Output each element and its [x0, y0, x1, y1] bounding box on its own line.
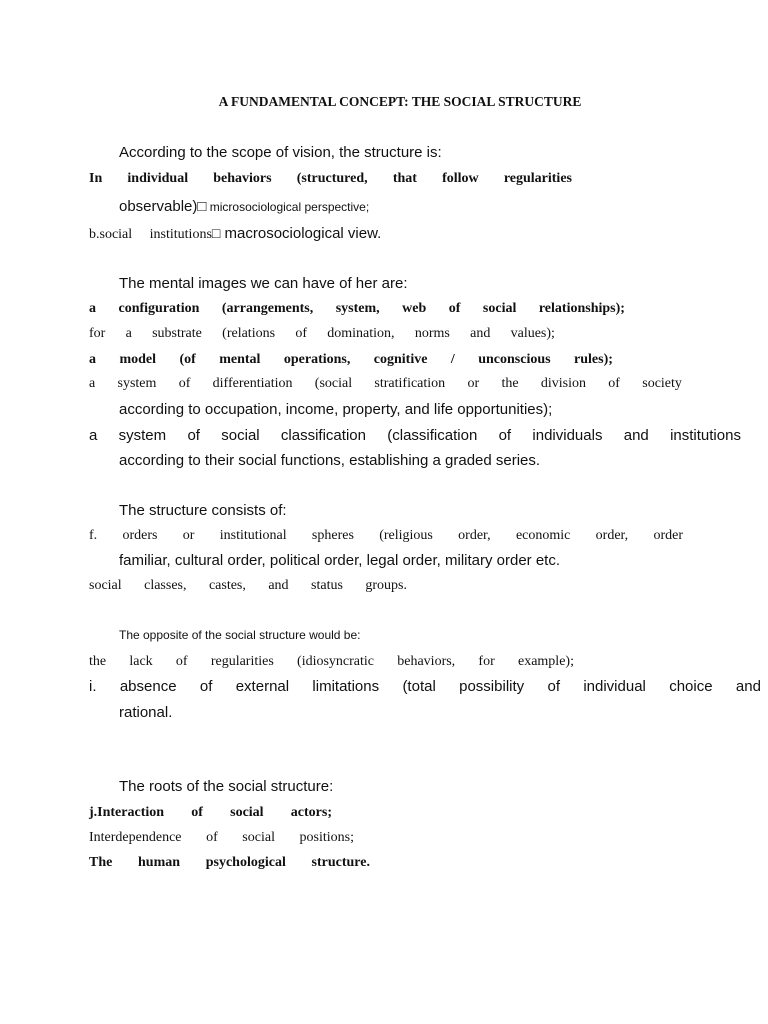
word: the [89, 654, 107, 669]
consists-item-f-line1 [89, 528, 683, 544]
word: psychological [205, 855, 286, 870]
word: follow [442, 171, 479, 186]
word: model [119, 352, 156, 367]
word: j.Interaction [89, 805, 165, 820]
word: of [295, 326, 307, 341]
word: mental [219, 352, 261, 367]
word: and [268, 578, 289, 593]
word: a [125, 326, 132, 341]
images-item-4-line1 [89, 376, 682, 392]
word: of [175, 654, 188, 669]
word: economic [515, 528, 571, 543]
consists-item-f-line2: familiar, cultural order, political order, legal order, military order etc. [119, 552, 561, 569]
word: that [392, 171, 417, 186]
word: a [89, 427, 98, 444]
word: for [478, 654, 495, 669]
word: (of [179, 352, 196, 367]
word: or [182, 528, 195, 543]
word: (arrangements, [221, 301, 314, 316]
word: of [187, 427, 200, 444]
word: (relations [222, 326, 276, 341]
word: order, [595, 528, 629, 543]
word: of [547, 678, 560, 695]
word: unconscious [478, 352, 551, 367]
word: system [117, 376, 157, 391]
word: web [402, 301, 427, 316]
word: external [235, 678, 290, 695]
word: of [199, 678, 213, 695]
images-item-4-line2: according to occupation, income, property, and life opportunities); [119, 401, 553, 418]
page-title: A FUNDAMENTAL CONCEPT: THE SOCIAL STRUCTURE [218, 94, 582, 109]
images-item-5-line2: according to their social functions, establishing a graded series. [119, 452, 541, 469]
word: and [623, 427, 649, 444]
word: (social [314, 376, 353, 391]
word: of [191, 805, 203, 820]
scope-item-b-main: b.social institutions□ [89, 227, 221, 242]
word: social [482, 301, 517, 316]
word: individual [127, 171, 189, 186]
word: norms [414, 326, 450, 341]
word: actors; [290, 805, 332, 820]
scope-item-a-line1 [89, 171, 572, 187]
word: differentiation [212, 376, 293, 391]
word: / [450, 352, 455, 367]
word: (religious [379, 528, 433, 543]
word: groups. [365, 578, 407, 593]
section-scope-heading: According to the scope of vision, the structure is: [119, 144, 442, 161]
consists-item-g [89, 578, 407, 594]
word: status [311, 578, 343, 593]
word: individuals [532, 427, 603, 444]
word: classification [280, 427, 366, 444]
word: f. [89, 528, 98, 543]
word: order, [458, 528, 491, 543]
word: of [608, 376, 620, 391]
word: possibility [459, 678, 525, 695]
word: for [89, 326, 106, 341]
word: (structured, [296, 171, 368, 186]
word: behaviors [213, 171, 272, 186]
roots-item-j [89, 805, 332, 821]
word: stratification [374, 376, 446, 391]
word: of [498, 427, 512, 444]
word: values); [510, 326, 555, 341]
word: system, [335, 301, 380, 316]
section-images-heading: The mental images we can have of her are: [119, 275, 408, 292]
word: social [242, 830, 275, 845]
roots-item-l [89, 855, 370, 871]
word: regularities [503, 171, 572, 186]
images-item-2 [89, 326, 555, 342]
word: positions; [299, 830, 354, 845]
word: and [735, 678, 761, 695]
word: social [230, 805, 264, 820]
images-item-5-line1 [89, 427, 741, 444]
word: lack [129, 654, 153, 669]
word: limitations [312, 678, 380, 695]
word: system [118, 427, 167, 444]
scope-item-b-tail: macrosociological view. [220, 225, 382, 242]
scope-item-a-line2 [119, 198, 369, 215]
word: The [89, 855, 113, 870]
word: (classification [387, 427, 478, 444]
word: a [89, 301, 96, 316]
opposite-item-h [89, 654, 574, 670]
word: configuration [118, 301, 200, 316]
word: spheres [311, 528, 354, 543]
opposite-item-i-line2: rational. [119, 704, 173, 721]
word: (idiosyncratic [297, 654, 375, 669]
word: institutional [219, 528, 287, 543]
word: operations, [283, 352, 351, 367]
scope-item-a-line2-main: observable)□ [119, 198, 207, 215]
word: cognitive [373, 352, 428, 367]
word: relationships); [538, 301, 625, 316]
word: institutions [670, 427, 741, 444]
roots-item-k [89, 830, 354, 846]
word: i. [89, 678, 97, 695]
word: example); [517, 654, 574, 669]
word: of [448, 301, 461, 316]
word: of [178, 376, 191, 391]
word: classes, [144, 578, 187, 593]
word: the [501, 376, 519, 391]
word: individual [583, 678, 646, 695]
images-item-3 [89, 352, 613, 368]
scope-item-b [89, 225, 381, 243]
word: regularities [210, 654, 274, 669]
word: social [221, 427, 260, 444]
word: In [89, 171, 103, 186]
word: (total [402, 678, 436, 695]
word: and [470, 326, 491, 341]
word: castes, [208, 578, 246, 593]
section-opposite-heading: The opposite of the social structure would be: [119, 628, 361, 642]
word: or [467, 376, 480, 391]
word: orders [122, 528, 158, 543]
word: a [89, 352, 96, 367]
word: behaviors, [397, 654, 456, 669]
images-item-1 [89, 301, 625, 317]
word: absence [119, 678, 177, 695]
scope-item-a-line2-small: microsociological perspective; [206, 200, 370, 214]
word: choice [669, 678, 713, 695]
word: social [89, 578, 122, 593]
word: human [138, 855, 181, 870]
word: society [642, 376, 682, 391]
section-roots-heading: The roots of the social structure: [119, 778, 334, 795]
word: rules); [574, 352, 613, 367]
word: order [653, 528, 683, 543]
word: structure. [311, 855, 370, 870]
opposite-item-i-line1 [89, 678, 761, 695]
word: a [89, 376, 96, 391]
word: substrate [152, 326, 202, 341]
word: domination, [327, 326, 395, 341]
word: Interdependence [89, 830, 182, 845]
word: division [540, 376, 586, 391]
word: of [206, 830, 218, 845]
section-consists-heading: The structure consists of: [119, 502, 287, 519]
